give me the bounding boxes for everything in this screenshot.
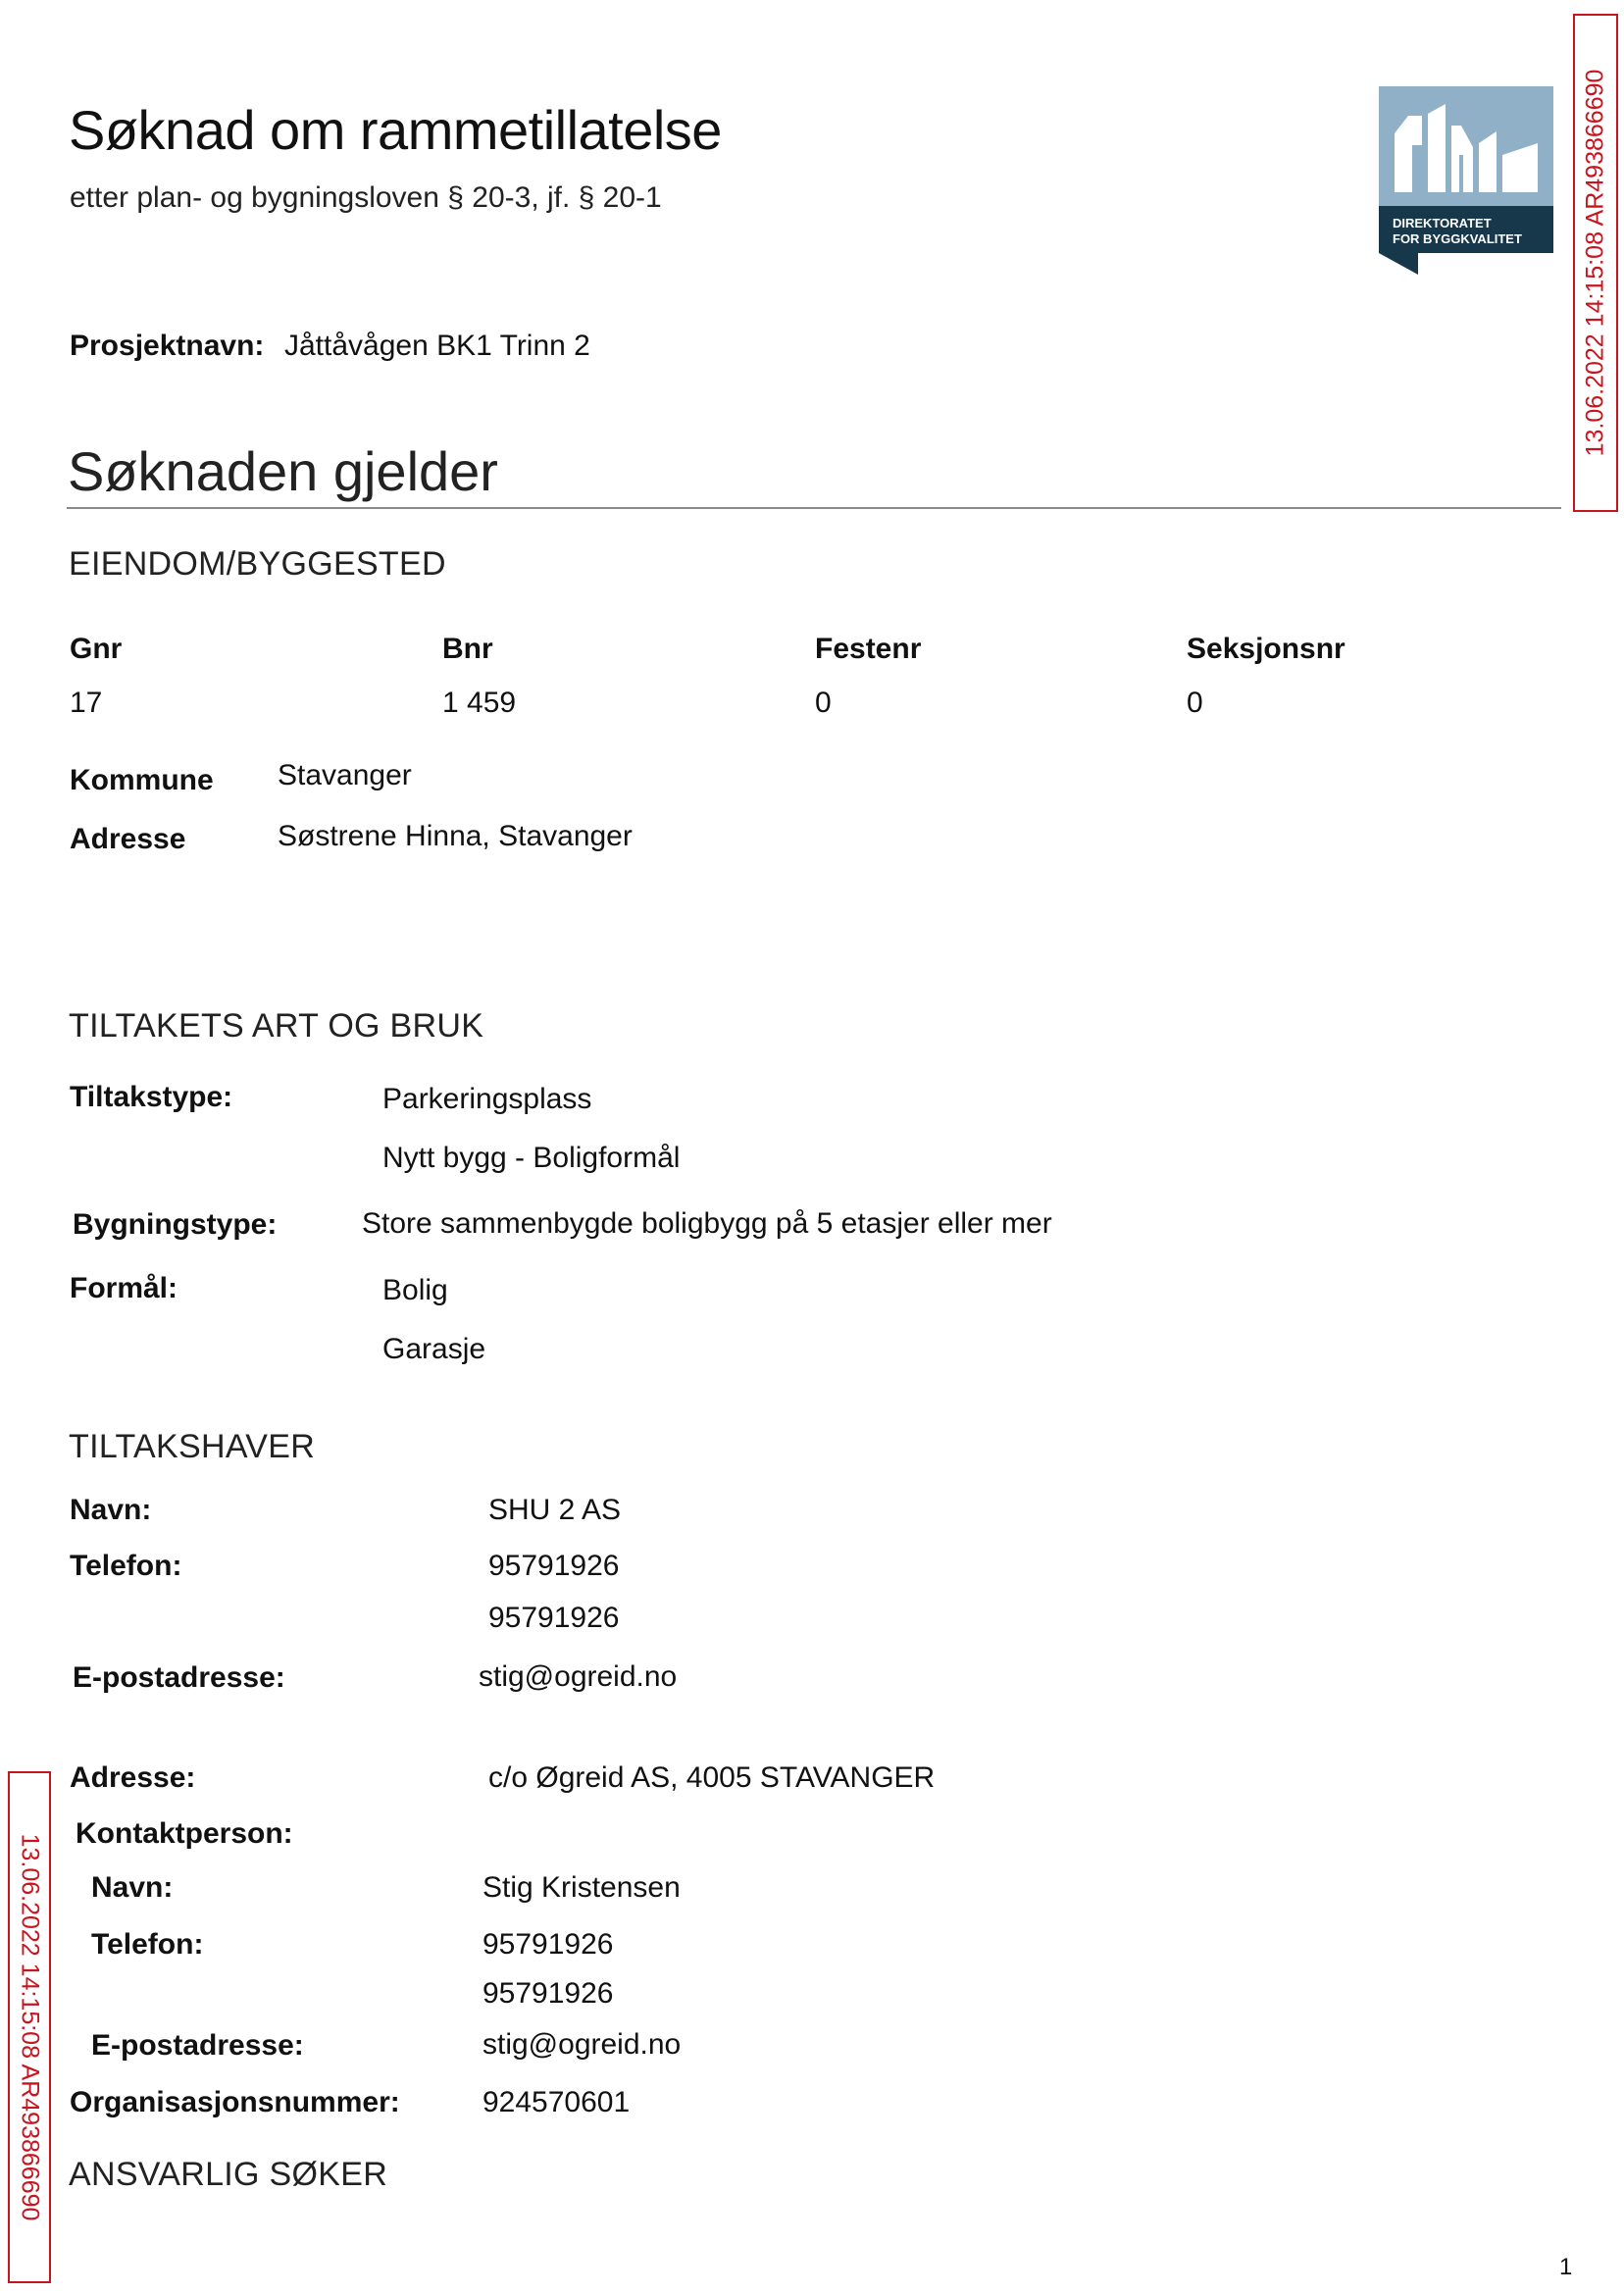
kontakt-telefon-value-1: 95791926 xyxy=(482,1928,614,1961)
document-subtitle: etter plan- og bygningsloven § 20-3, jf. § 20-1 xyxy=(70,181,662,214)
formal-label: Formål: xyxy=(70,1272,178,1304)
bygningstype-label: Bygningstype: xyxy=(73,1208,278,1241)
tiltakshaver-telefon-value-2: 95791926 xyxy=(488,1602,620,1634)
tiltakstype-value-1: Parkeringsplass xyxy=(382,1083,592,1115)
ansvarlig-heading: ANSVARLIG SØKER xyxy=(69,2156,388,2193)
page-number: 1 xyxy=(1559,2254,1573,2280)
festenr-value: 0 xyxy=(815,687,832,719)
kommune-label: Kommune xyxy=(70,764,214,796)
bygningstype-value: Store sammenbygde boligbygg på 5 etasjer eller mer xyxy=(362,1207,1052,1240)
tiltakshaver-epost-label: E-postadresse: xyxy=(73,1661,285,1694)
kontakt-navn-value: Stig Kristensen xyxy=(482,1871,681,1904)
gnr-label: Gnr xyxy=(70,633,123,665)
kontaktperson-label: Kontaktperson: xyxy=(76,1817,293,1850)
document-title: Søknad om rammetillatelse xyxy=(69,99,722,161)
bnr-value: 1 459 xyxy=(442,687,517,719)
kontakt-epost-label: E-postadresse: xyxy=(91,2029,304,2062)
formal-value-1: Bolig xyxy=(382,1274,448,1306)
timestamp-stamp-left xyxy=(8,1771,51,2283)
orgnr-value: 924570601 xyxy=(482,2086,631,2118)
tiltakshaver-adresse-value: c/o Øgreid AS, 4005 STAVANGER xyxy=(488,1761,936,1794)
section-divider xyxy=(67,507,1561,509)
tiltakshaver-telefon-label: Telefon: xyxy=(70,1550,182,1582)
kontakt-navn-label: Navn: xyxy=(91,1871,174,1904)
orgnr-label: Organisasjonsnummer: xyxy=(70,2086,400,2118)
kommune-value: Stavanger xyxy=(278,759,412,791)
seksjonsnr-label: Seksjonsnr xyxy=(1187,633,1345,665)
tiltakshaver-adresse-label: Adresse: xyxy=(70,1761,196,1794)
kontakt-epost-value: stig@ogreid.no xyxy=(482,2028,682,2061)
tiltakstype-label: Tiltakstype: xyxy=(70,1081,233,1113)
tiltakshaver-epost-value: stig@ogreid.no xyxy=(479,1660,678,1693)
kontakt-telefon-label: Telefon: xyxy=(91,1928,204,1961)
adresse-label: Adresse xyxy=(70,823,186,855)
tiltakshaver-navn-label: Navn: xyxy=(70,1494,152,1526)
project-value: Jåttåvågen BK1 Trinn 2 xyxy=(284,330,590,362)
formal-value-2: Garasje xyxy=(382,1333,486,1365)
adresse-value: Søstrene Hinna, Stavanger xyxy=(278,820,633,852)
bnr-label: Bnr xyxy=(442,633,493,665)
stamp-text: 13.06.2022 14:15:08 AR493866690 xyxy=(16,1833,44,2221)
logo-text-line2: FOR BYGGKVALITET xyxy=(1393,231,1522,246)
timestamp-stamp-right xyxy=(1573,14,1618,512)
section-title: Søknaden gjelder xyxy=(68,440,498,502)
tiltakshaver-navn-value: SHU 2 AS xyxy=(488,1494,622,1526)
festenr-label: Festenr xyxy=(815,633,922,665)
tiltakshaver-heading: TILTAKSHAVER xyxy=(69,1428,316,1465)
tiltakshaver-telefon-value-1: 95791926 xyxy=(488,1550,620,1582)
seksjonsnr-value: 0 xyxy=(1187,687,1203,719)
tiltakstype-value-2: Nytt bygg - Boligformål xyxy=(382,1142,681,1174)
gnr-value: 17 xyxy=(70,687,103,719)
kontakt-telefon-value-2: 95791926 xyxy=(482,1977,614,2010)
dibk-logo xyxy=(1379,86,1553,275)
tiltak-heading: TILTAKETS ART OG BRUK xyxy=(69,1007,484,1045)
logo-text-line1: DIREKTORATET xyxy=(1393,216,1492,230)
eiendom-heading: EIENDOM/BYGGESTED xyxy=(69,545,446,583)
stamp-text: 13.06.2022 14:15:08 AR493866690 xyxy=(1581,69,1609,457)
project-label: Prosjektnavn: xyxy=(70,330,265,362)
